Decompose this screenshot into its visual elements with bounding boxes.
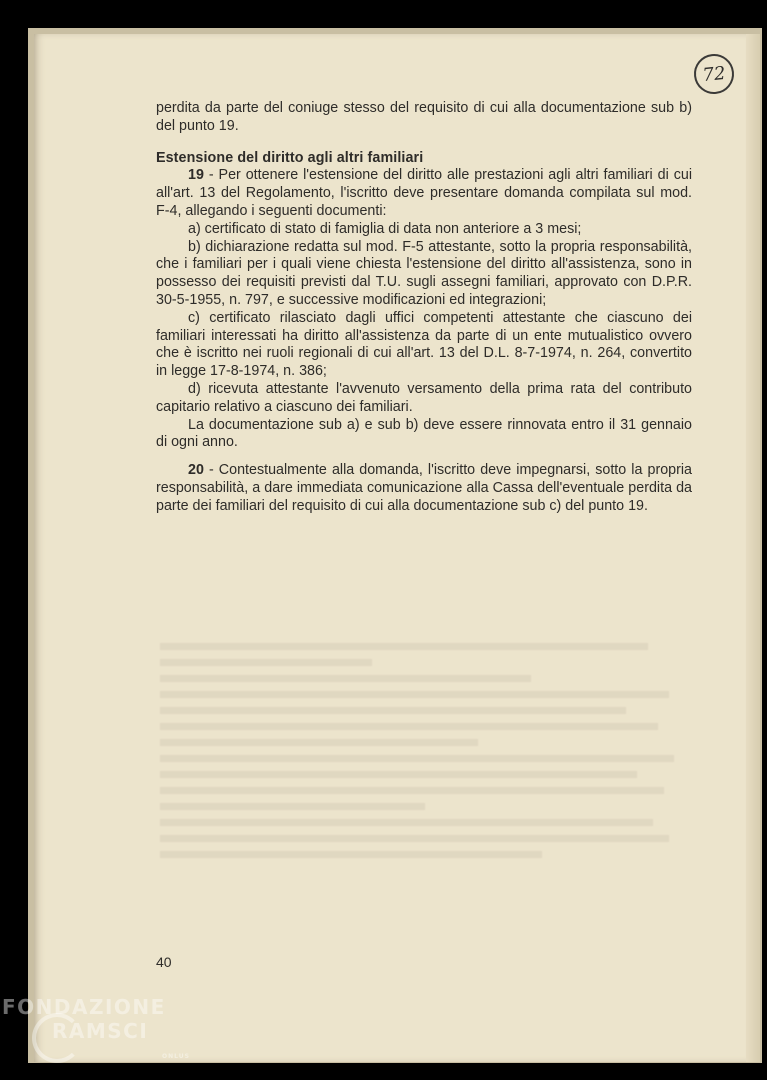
item-a: a) certificato di stato di famiglia di data non anteriore a 3 mesi;: [188, 220, 582, 237]
fondazione-gramsci-watermark: [2, 995, 192, 1075]
handwritten-folio-number: 72: [692, 52, 736, 96]
page-number: 40: [156, 954, 172, 970]
page-edge: [746, 34, 760, 1062]
item-b: b) dichiarazione redatta sul mod. F-5 attestante, sotto la propria responsabilità, che i familiari per i quali viene chiesta l'estensione del diritto all'assistenza, sono in possesso dei requisiti previsti dal T.U. sugli assegni familiari, approvato con D.P.R. 30-5-1955, n. 797, e successive modificazioni ed integrazioni;: [156, 238, 692, 308]
paragraph-20: [156, 462, 692, 515]
bleed-through-text: [160, 634, 690, 867]
section-heading: Estensione del diritto agli altri familiari: [156, 149, 424, 166]
paragraph-19: [156, 167, 692, 220]
paragraph-20-number: 20: [188, 462, 204, 479]
renewal-paragraph: La documentazione sub a) e sub b) deve essere rinnovata entro il 31 gennaio di ogni anno.: [156, 416, 692, 451]
document-page: [34, 34, 760, 1062]
paragraph-19-number: 19: [188, 167, 204, 184]
watermark-line1: FONDAZIONE: [2, 995, 166, 1019]
intro-paragraph: perdita da parte del coniuge stesso del requisito di cui alla documentazione sub b) del punto 19.: [156, 100, 692, 134]
paragraph-19-text: - Per ottenere l'estensione del diritto alle prestazioni agli altri familiari di cui all'art. 13 del Regolamento, l'iscritto deve presentare domanda compilata sul mod. F-4, allegando i seguenti documenti:: [156, 167, 692, 219]
watermark-line2: RAMSCI: [52, 1019, 149, 1043]
paragraph-20-text: - Contestualmente alla domanda, l'iscritto deve impegnarsi, sotto la propria responsabilità, a dare immediata comunicazione alla Cassa dell'eventuale perdita da parte dei familiari del requisito di cui alla documentazione sub c) del punto 19.: [156, 462, 692, 514]
watermark-sub: ONLUS: [162, 1053, 190, 1060]
body-text: [156, 100, 692, 516]
item-d: d) ricevuta attestante l'avvenuto versamento della prima rata del contributo capitario relativo a ciascuno dei familiari.: [156, 380, 692, 415]
item-c: c) certificato rilasciato dagli uffici competenti attestante che ciascuno dei familiari interessati ha diritto all'assistenza da parte di un ente mutualistico ovvero che è iscritto nei ruoli regionali di cui all'art. 13 del D.L. 8-7-1974, n. 264, convertito in legge 17-8-1974, n. 386;: [156, 309, 692, 380]
